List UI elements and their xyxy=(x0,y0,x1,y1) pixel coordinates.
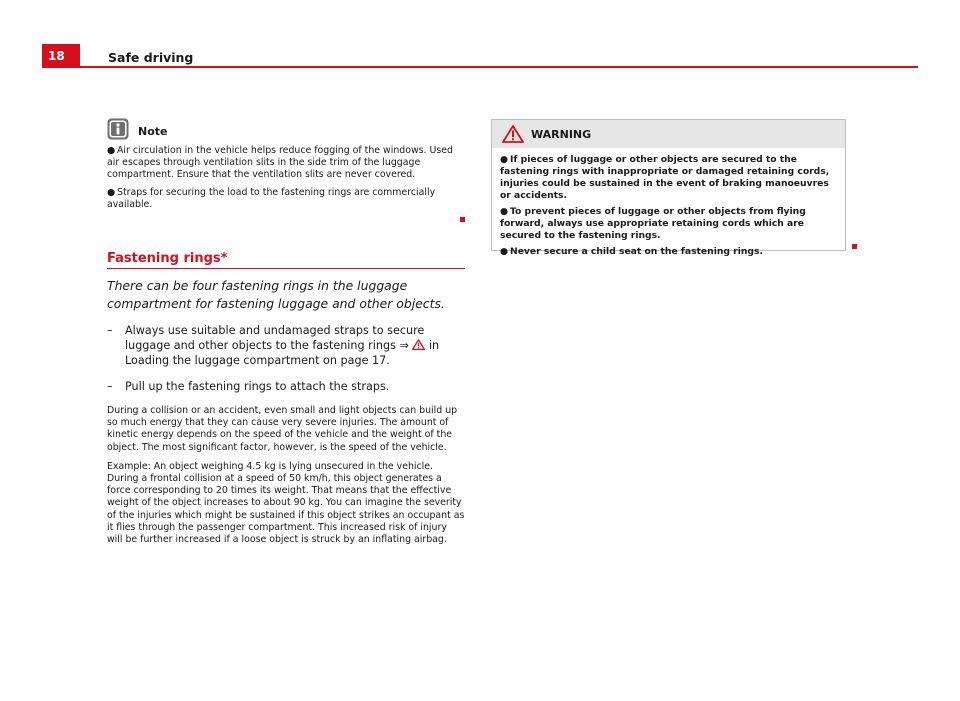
note-bullet-1-text: Air circulation in the vehicle helps reduce fogging of the windows. Used air escapes through ventilation slits in the side trim of the luggage compartment. Ensure that the ventilation slits are never covered. xyxy=(107,145,453,181)
note-bullet-1: ● Air circulation in the vehicle helps reduce fogging of the windows. Used air escapes through ventilation slits in the side trim of the luggage compartment. Ensure that the ventilation slits are never covered. xyxy=(107,145,453,181)
note-bullet-2-text: Straps for securing the load to the fastening rings are commercially available. xyxy=(107,186,436,210)
warning-icon xyxy=(502,125,524,143)
body-text xyxy=(107,405,465,553)
step-item-2: – Pull up the fastening rings to attach the straps. xyxy=(107,380,390,394)
warning-end-mark xyxy=(852,244,857,249)
note-title: Note xyxy=(138,124,168,138)
page-number: 18 xyxy=(42,44,80,68)
section-title: Safe driving xyxy=(108,50,194,65)
warning-body xyxy=(492,148,845,258)
header-rule xyxy=(42,66,918,68)
note-block xyxy=(107,118,465,226)
section-rule xyxy=(107,268,465,269)
warning-header xyxy=(492,120,845,148)
warning-title: WARNING xyxy=(531,127,592,141)
step-1-text-after: in Loading the luggage compartment on page 17. xyxy=(125,338,440,367)
info-icon xyxy=(107,118,129,140)
fastening-rings-title: Fastening rings* xyxy=(107,251,228,266)
intro-text: There can be four fastening rings in the luggage compartment for fastening luggage and other objects. xyxy=(107,278,445,311)
note-bullet-2: ● Straps for securing the load to the fastening rings are commercially available. xyxy=(107,186,436,210)
note-header xyxy=(107,118,465,140)
step-list xyxy=(107,324,465,407)
warning-bullet-3-text: Never secure a child seat on the fastening rings. xyxy=(510,246,763,257)
warning-bullet-1-text: If pieces of luggage or other objects are secured to the fastening rings with inappropriate or damaged retaining cords, injuries could be sustained in the event of braking manoeuvres or accidents. xyxy=(500,154,830,201)
step-2-text: Pull up the fastening rings to attach the straps. xyxy=(125,380,390,394)
end-of-section-mark xyxy=(460,217,465,222)
step-item-1: – Always use suitable and undamaged straps to secure luggage and other objects to the fastening rings ⇒ in Loading the luggage compartment on page 17. xyxy=(107,324,440,367)
warning-box xyxy=(491,119,846,257)
warning-triangle-icon[interactable] xyxy=(412,339,425,350)
warning-bullet-2: ● To prevent pieces of luggage or other objects from flying forward, always use appropriate retaining cords which are secured to the fastening rings. xyxy=(500,206,806,241)
paragraph-1: During a collision or an accident, even small and light objects can build up so much energy that they can cause very severe injuries. The amount of kinetic energy depends on the speed of the vehicle and the weight of the object. The most significant factor, however, is the speed of the vehicle. xyxy=(107,405,458,453)
step-1-text-before: Always use suitable and undamaged straps to secure luggage and other objects to the fastening rings ⇒ xyxy=(125,324,425,352)
warning-bullet-3: ● Never secure a child seat on the fastening rings. xyxy=(500,246,763,257)
warning-bullet-2-text: To prevent pieces of luggage or other objects from flying forward, always use appropriate retaining cords which are secured to the fastening rings. xyxy=(500,206,806,241)
warning-bullet-1: ● If pieces of luggage or other objects are secured to the fastening rings with inappropriate or damaged retaining cords, injuries could be sustained in the event of braking manoeuvres or accidents. xyxy=(500,154,830,201)
paragraph-2: Example: An object weighing 4.5 kg is lying unsecured in the vehicle. During a frontal collision at a speed of 50 km/h, this object generates a force corresponding to 20 times its weight. That means that the effective weight of the object increases to about 90 kg. You can imagine the severity of the injuries which might be sustained if this object strikes an occupant as it flies through the passenger compartment. This increased risk of injury will be further increased if a loose object is struck by an inflating airbag. xyxy=(107,460,465,546)
